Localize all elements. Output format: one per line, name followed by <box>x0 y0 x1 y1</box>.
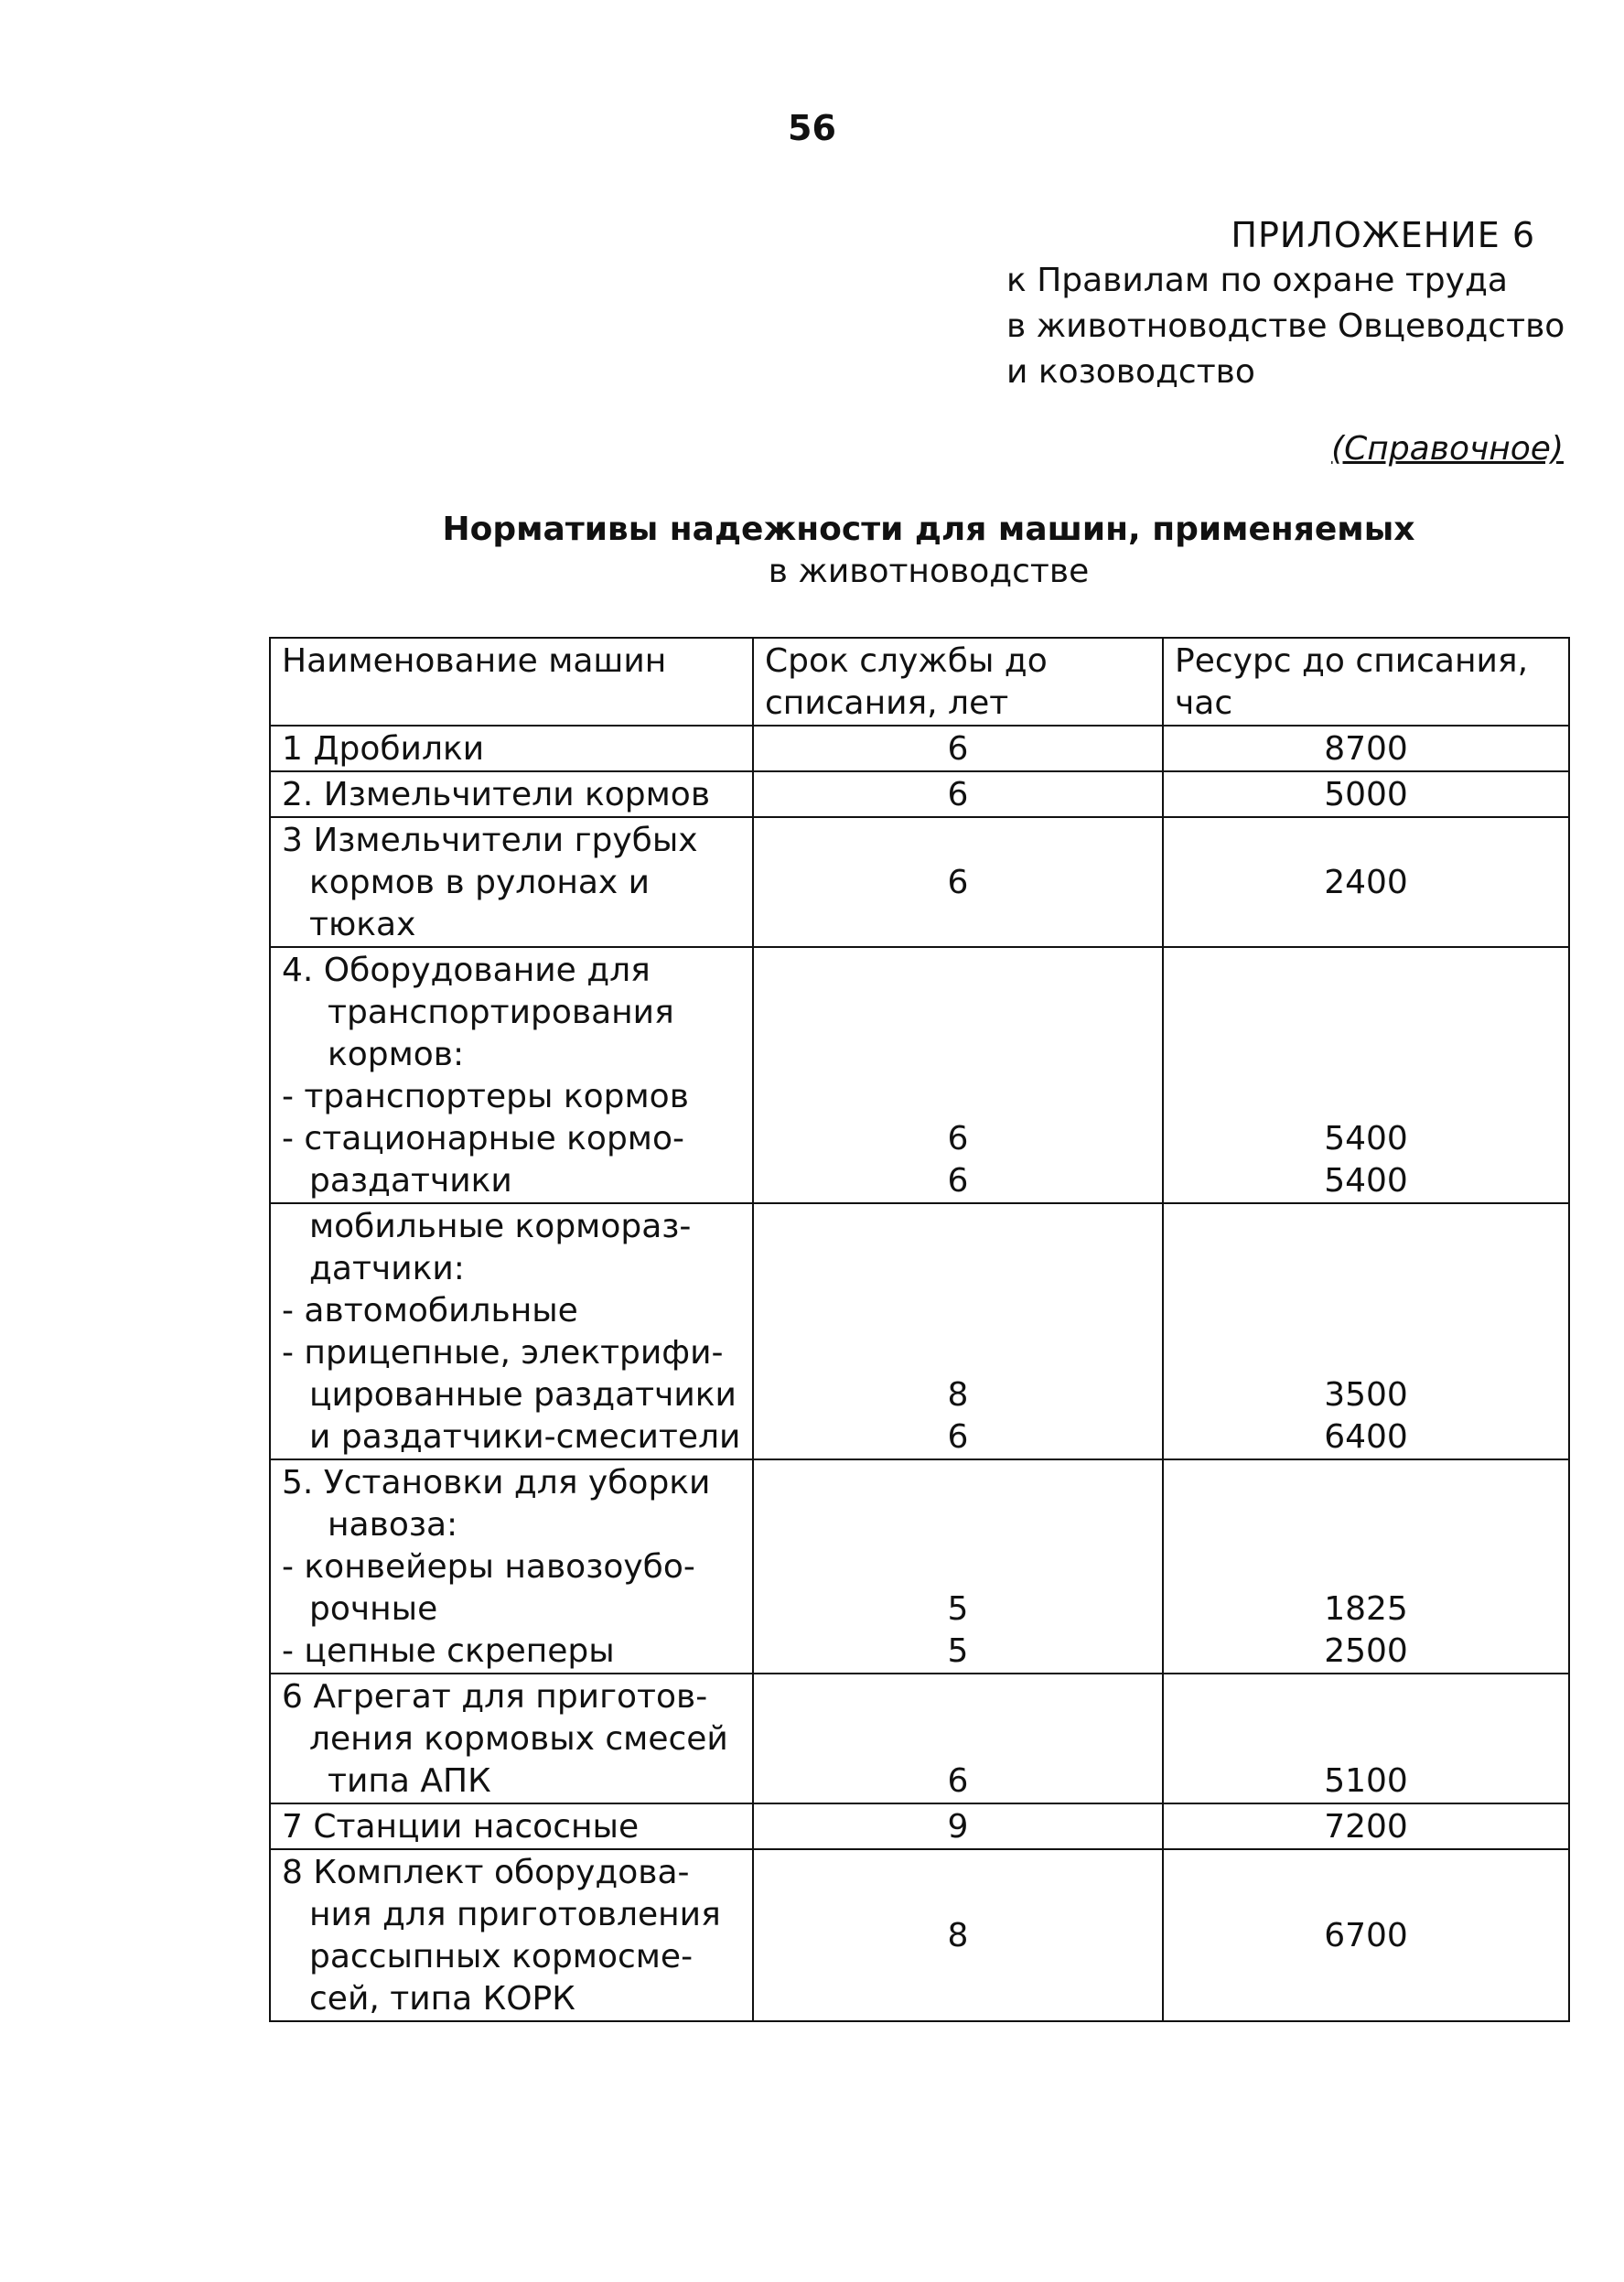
machine-name-cell <box>270 1674 753 1803</box>
machine-name-cell <box>270 1459 753 1674</box>
machine-name-line: тюках <box>309 906 416 943</box>
empty-line <box>765 1332 1151 1374</box>
empty-line <box>1175 1290 1557 1332</box>
resource-cell <box>1163 726 1569 771</box>
appendix-line-2: в животноводстве Овцеводство <box>1006 307 1565 345</box>
machine-name-line: навоза: <box>328 1506 458 1544</box>
empty-line <box>765 1076 1151 1118</box>
machine-name-line: 7 Станции насосные <box>282 1808 640 1846</box>
appendix-line-3: и козоводство <box>1006 353 1255 391</box>
reference-label: (Справочное) <box>1331 430 1564 468</box>
resource-cell <box>1163 1803 1569 1849</box>
machine-name-line: 5. Установки для уборки <box>282 1464 711 1502</box>
machine-name-cell <box>270 1849 753 2021</box>
machine-name-line: рочные <box>309 1590 438 1628</box>
service-life-value: 5 <box>947 1632 969 1670</box>
empty-line <box>765 1248 1151 1290</box>
service-life-value: 6 <box>947 1762 969 1800</box>
service-life-value: 6 <box>947 1162 969 1200</box>
empty-line <box>765 1034 1151 1076</box>
service-life-cell <box>753 1849 1163 2021</box>
service-life-value: 6 <box>947 730 969 768</box>
header-resource: Ресурс до списания, час <box>1163 638 1569 726</box>
empty-line <box>1175 1034 1557 1076</box>
machine-name-line: 2. Измельчители кормов <box>282 776 711 813</box>
service-life-value: 6 <box>947 776 969 813</box>
machine-name-line: 1 Дробилки <box>282 730 485 768</box>
resource-value: 6400 <box>1324 1418 1408 1456</box>
machine-name-line: - цепные скреперы <box>282 1632 615 1670</box>
empty-line <box>765 1546 1151 1588</box>
empty-line <box>1175 1676 1557 1718</box>
table-row <box>270 1459 1569 1674</box>
empty-line <box>1175 950 1557 992</box>
table-row <box>270 817 1569 947</box>
machine-name-line: - транспортеры кормов <box>282 1078 689 1115</box>
machine-name-line: 3 Измельчители грубых <box>282 822 698 859</box>
resource-cell <box>1163 1459 1569 1674</box>
resource-value: 5100 <box>1324 1762 1408 1800</box>
empty-line <box>765 1504 1151 1546</box>
table-row <box>270 947 1569 1203</box>
machine-name-line: 8 Комплект оборудова- <box>282 1854 690 1891</box>
service-life-value: 8 <box>947 1917 969 1954</box>
table-body <box>270 726 1569 2021</box>
machine-name-line: рассыпных кормосме- <box>309 1938 694 1975</box>
machine-name-cell <box>270 726 753 771</box>
empty-line <box>765 1718 1151 1760</box>
empty-line <box>765 1206 1151 1248</box>
header-service-life: Срок службы до списания, лет <box>753 638 1163 726</box>
machine-name-line: транспортирования <box>328 994 674 1031</box>
empty-line <box>765 1676 1151 1718</box>
empty-line <box>1175 1718 1557 1760</box>
document-title-line-1: Нормативы надежности для машин, применяемых <box>442 511 1415 548</box>
machine-name-line: ления кормовых смесей <box>309 1720 728 1758</box>
machine-name-line: 6 Агрегат для приготов- <box>282 1678 708 1716</box>
service-life-value: 6 <box>947 1120 969 1157</box>
machine-name-cell <box>270 771 753 817</box>
empty-line <box>1175 1546 1557 1588</box>
table-row <box>270 1674 1569 1803</box>
service-life-value: 6 <box>947 864 969 901</box>
service-life-cell <box>753 817 1163 947</box>
machine-name-line: - автомобильные <box>282 1292 578 1329</box>
appendix-line-1: к Правилам по охране труда <box>1006 262 1508 299</box>
appendix-block <box>1006 212 1574 395</box>
machine-name-line: и раздатчики-смесители <box>309 1418 741 1456</box>
machine-name-cell <box>270 1803 753 1849</box>
resource-value: 7200 <box>1324 1808 1408 1846</box>
machine-name-line: датчики: <box>309 1250 465 1287</box>
machine-name-line: кормов в рулонах и <box>309 864 651 901</box>
empty-line <box>765 950 1151 992</box>
appendix-title: ПРИЛОЖЕНИЕ 6 <box>1231 215 1535 255</box>
machine-name-cell <box>270 817 753 947</box>
service-life-value: 8 <box>947 1376 969 1414</box>
empty-line <box>1175 1462 1557 1504</box>
resource-value: 2400 <box>1324 864 1408 901</box>
machine-name-cell <box>270 947 753 1203</box>
machine-name-line: цированные раздатчики <box>309 1376 737 1414</box>
empty-line <box>1175 992 1557 1034</box>
resource-value: 8700 <box>1324 730 1408 768</box>
empty-line <box>1175 1076 1557 1118</box>
empty-line <box>765 1290 1151 1332</box>
resource-value: 5000 <box>1324 776 1408 813</box>
empty-line <box>1175 1206 1557 1248</box>
service-life-cell <box>753 1803 1163 1849</box>
service-life-value: 9 <box>947 1808 969 1846</box>
service-life-cell <box>753 1203 1163 1459</box>
empty-line <box>765 992 1151 1034</box>
resource-value: 5400 <box>1324 1162 1408 1200</box>
reliability-norms-table <box>269 637 1570 2022</box>
table-row <box>270 726 1569 771</box>
document-title-line-2: в животноводстве <box>768 553 1090 590</box>
machine-name-cell <box>270 1203 753 1459</box>
service-life-cell <box>753 947 1163 1203</box>
service-life-cell <box>753 771 1163 817</box>
machine-name-line: 4. Оборудование для <box>282 952 651 989</box>
header-machine-name: Наименование машин <box>270 638 753 726</box>
resource-value: 2500 <box>1324 1632 1408 1670</box>
resource-cell <box>1163 1203 1569 1459</box>
machine-name-line: - стационарные кормо- <box>282 1120 684 1157</box>
service-life-value: 5 <box>947 1590 969 1628</box>
resource-value: 1825 <box>1324 1590 1408 1628</box>
resource-cell <box>1163 817 1569 947</box>
service-life-value: 6 <box>947 1418 969 1456</box>
machine-name-line: кормов: <box>328 1036 465 1073</box>
table-row <box>270 1849 1569 2021</box>
page-number: 56 <box>788 108 836 148</box>
service-life-cell <box>753 726 1163 771</box>
machine-name-line: раздатчики <box>309 1162 512 1200</box>
empty-line <box>1175 1504 1557 1546</box>
resource-cell <box>1163 947 1569 1203</box>
resource-value: 3500 <box>1324 1376 1408 1414</box>
document-title <box>412 509 1446 593</box>
machine-name-line: - конвейеры навозоубо- <box>282 1548 695 1586</box>
table-row <box>270 1203 1569 1459</box>
machine-name-line: мобильные корморaз- <box>309 1208 692 1245</box>
table-row <box>270 1803 1569 1849</box>
machine-name-line: ния для приготовления <box>309 1896 721 1933</box>
resource-value: 5400 <box>1324 1120 1408 1157</box>
resource-cell <box>1163 771 1569 817</box>
service-life-cell <box>753 1674 1163 1803</box>
machine-name-line: сей, типа КОРК <box>309 1980 575 2018</box>
resource-cell <box>1163 1849 1569 2021</box>
machine-name-line: типа АПК <box>328 1762 491 1800</box>
resource-value: 6700 <box>1324 1917 1408 1954</box>
machine-name-line: - прицепные, электрифи- <box>282 1334 724 1372</box>
empty-line <box>1175 1332 1557 1374</box>
empty-line <box>765 1462 1151 1504</box>
table-header-row <box>270 638 1569 726</box>
service-life-cell <box>753 1459 1163 1674</box>
empty-line <box>1175 1248 1557 1290</box>
resource-cell <box>1163 1674 1569 1803</box>
table-row <box>270 771 1569 817</box>
